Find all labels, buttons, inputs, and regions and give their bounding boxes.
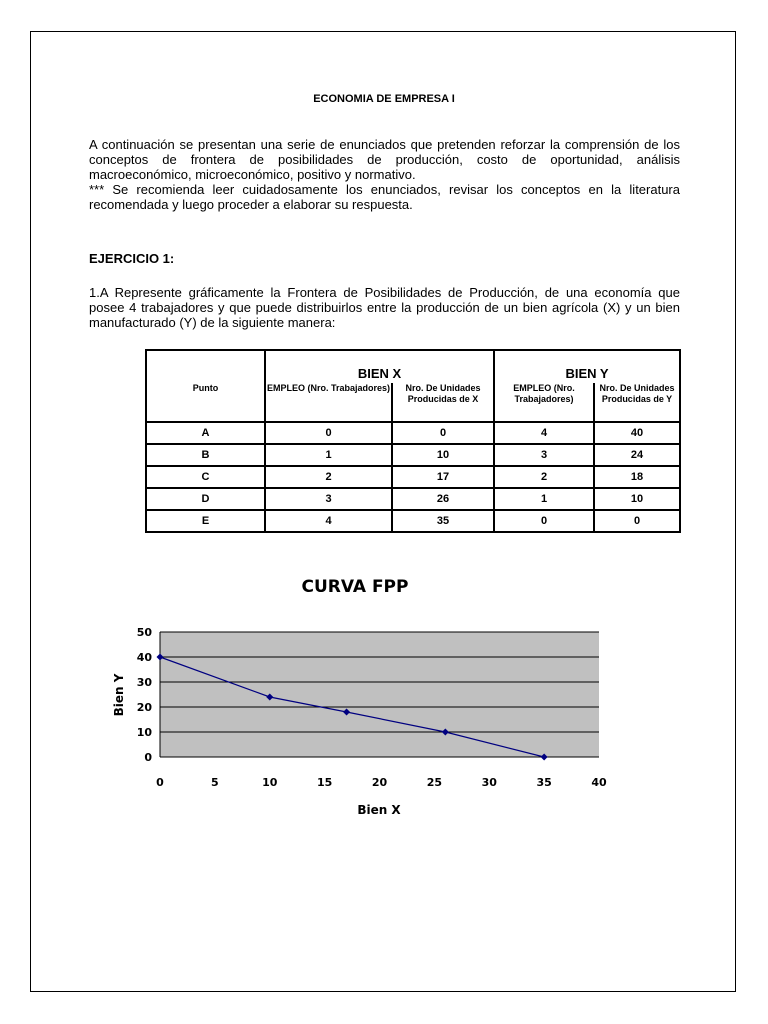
table-cell: 1 [265, 444, 392, 466]
fpp-chart [100, 566, 640, 826]
intro-text-1: A continuación se presentan una serie de enunciados que pretenden reforzar la comprensión de los conceptos de frontera de posibilidades de producción, costo de oportunidad, análisis macroeconómico, microeconómico, positivo y normativo. [89, 137, 680, 182]
y-tick-label: 50 [136, 626, 152, 639]
table-cell: 17 [392, 466, 494, 488]
table-row [146, 488, 680, 510]
y-tick-label: 20 [136, 701, 152, 714]
x-tick-label: 15 [316, 776, 333, 789]
y-tick-label: 0 [144, 751, 152, 764]
group-header-bien-x: BIEN X [265, 350, 494, 383]
table-cell: 35 [392, 510, 494, 532]
table-cell: E [146, 510, 265, 532]
table-cell: 10 [594, 488, 680, 510]
x-tick-label: 5 [211, 776, 219, 789]
table-cell: D [146, 488, 265, 510]
col-header-units-y: Nro. De Unidades Producidas de Y [594, 383, 680, 422]
table-cell: 3 [265, 488, 392, 510]
table-cell: 24 [594, 444, 680, 466]
x-tick-label: 10 [262, 776, 278, 789]
production-table [145, 349, 681, 533]
col-header-punto: Punto [146, 383, 265, 422]
table-row [146, 444, 680, 466]
table-cell: 4 [265, 510, 392, 532]
col-header-empleo-y: EMPLEO (Nro. Trabajadores) [494, 383, 594, 422]
table-cell: A [146, 422, 265, 444]
table-cell: 0 [494, 510, 594, 532]
table-cell: 2 [494, 466, 594, 488]
x-tick-label: 0 [156, 776, 164, 789]
table-cell: 3 [494, 444, 594, 466]
exercise-heading: EJERCICIO 1: [89, 251, 175, 266]
y-axis-label: Bien Y [112, 673, 126, 717]
table-cell: 26 [392, 488, 494, 510]
table-row [146, 466, 680, 488]
x-tick-label: 20 [371, 776, 388, 789]
x-tick-label: 40 [591, 776, 607, 789]
table-cell: 0 [392, 422, 494, 444]
intro-paragraph [89, 137, 680, 212]
y-tick-label: 30 [136, 676, 152, 689]
x-tick-label: 30 [481, 776, 497, 789]
table-cell: 1 [494, 488, 594, 510]
table-row [146, 422, 680, 444]
table-row [146, 510, 680, 532]
document-title: ECONOMIA DE EMPRESA I [313, 93, 455, 105]
table-cell: 0 [594, 510, 680, 532]
chart-title: CURVA FPP [301, 577, 409, 597]
x-tick-label: 35 [536, 776, 552, 789]
table-cell: 40 [594, 422, 680, 444]
col-header-units-x: Nro. De Unidades Producidas de X [392, 383, 494, 422]
col-header-empleo-x: EMPLEO (Nro. Trabajadores) [265, 383, 392, 422]
table-corner-cell [146, 350, 265, 383]
intro-text-2: *** Se recomienda leer cuidadosamente los enunciados, revisar los conceptos en la literatura recomendada y luego proceder a elaborar su respuesta. [89, 182, 680, 212]
table-cell: B [146, 444, 265, 466]
group-header-bien-y: BIEN Y [494, 350, 680, 383]
plot-area [160, 632, 599, 757]
table-cell: 0 [265, 422, 392, 444]
x-axis-label: Bien X [357, 803, 401, 817]
table-cell: 18 [594, 466, 680, 488]
y-tick-label: 40 [136, 651, 152, 664]
table-cell: C [146, 466, 265, 488]
table-cell: 2 [265, 466, 392, 488]
y-tick-label: 10 [136, 726, 152, 739]
x-tick-label: 25 [426, 776, 443, 789]
exercise-text: 1.A Represente gráficamente la Frontera de Posibilidades de Producción, de una economía que posee 4 trabajadores y que puede distribuirlos entre la producción de un bien agrícola (X) y un bien manufacturado (Y) de la siguiente manera: [89, 285, 680, 330]
table-cell: 4 [494, 422, 594, 444]
table-cell: 10 [392, 444, 494, 466]
